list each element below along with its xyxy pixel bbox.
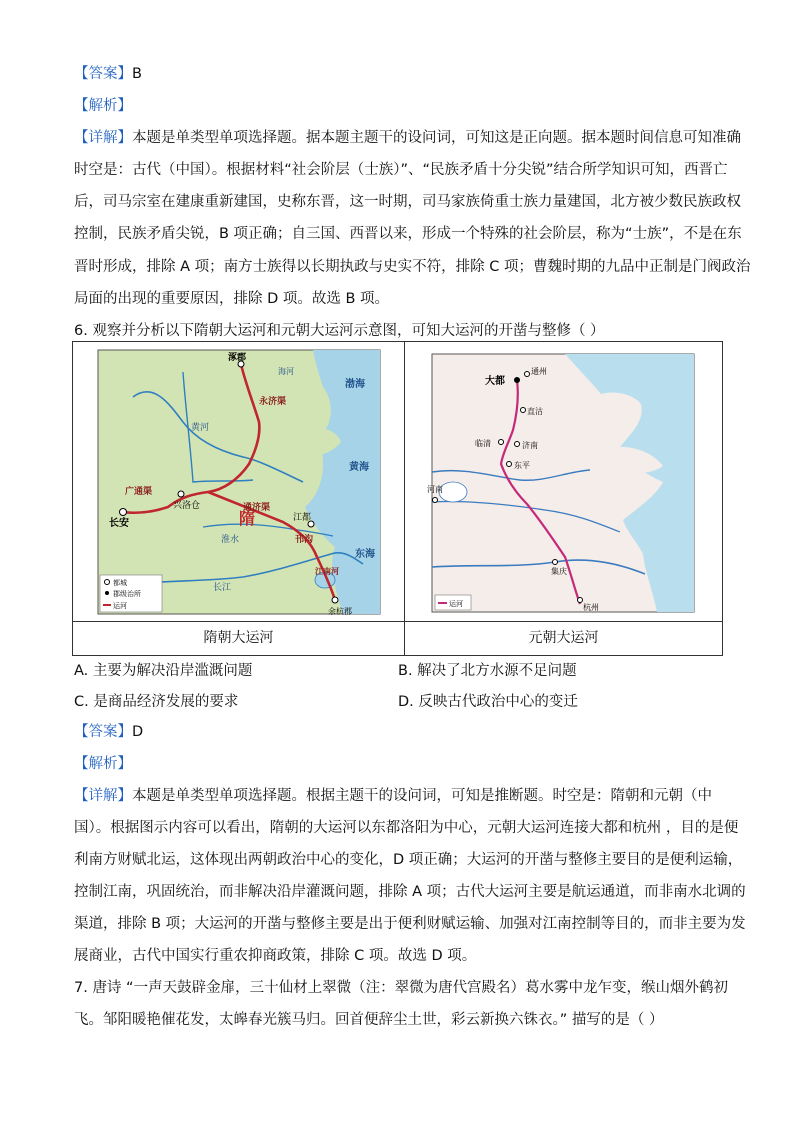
legend-item: 运河 xyxy=(449,600,463,608)
option-b: B. 解决了北方水源不足问题 xyxy=(398,663,577,679)
dynasty-label: 隋 xyxy=(239,509,256,528)
q6-analysis-tag xyxy=(74,754,132,774)
text-line: 本题是单类型单项选择题。据本题主题干的设问词，可知这是正向题。据本题时间信息可知准确 xyxy=(132,130,741,146)
detail-tag: 【详解】 xyxy=(74,788,132,804)
sea-label: 黄海 xyxy=(349,462,369,473)
yuan-caption: 元朝大运河 xyxy=(405,621,722,655)
place-label: 长安 xyxy=(109,518,129,529)
canal-label: 广通渠 xyxy=(125,487,153,497)
yuan-canal-map xyxy=(405,342,722,621)
q5-detail-line-5: 局面的出现的重要原因，排除 D 项。故选 B 项。 xyxy=(74,291,390,307)
q6-detail-line-4: 渠道，排除 B 项；大运河的开凿与整修主要是出于便利财赋运输、加强对江南控制等目的，而非主要为发 xyxy=(74,916,746,932)
detail-tag: 【详解】 xyxy=(74,130,132,146)
answer-value: B xyxy=(132,66,142,82)
sui-map xyxy=(73,342,404,621)
q5-detail-line-0 xyxy=(74,128,741,148)
legend-item: 郡级治所 xyxy=(113,590,141,598)
river-label: 黄河 xyxy=(191,423,210,433)
q6-detail-line-0 xyxy=(74,786,712,806)
q5-detail-line-1: 时空是：古代（中国）。根据材料“社会阶层（士族）”、“民族矛盾十分尖锐”结合所学知识可知，西晋亡 xyxy=(74,162,728,178)
answer-tag: 【答案】 xyxy=(74,724,132,740)
yuan-map-cell xyxy=(405,342,723,656)
option-c: C. 是商品经济发展的要求 xyxy=(74,694,239,710)
legend-item: 运河 xyxy=(113,602,127,610)
map-table xyxy=(72,341,723,656)
sea-label: 东海 xyxy=(355,549,375,560)
analysis-tag: 【解析】 xyxy=(74,756,132,772)
place-label: 江都 xyxy=(293,513,312,523)
q5-detail-line-2: 后，司马宗室在建康重新建国，史称东晋，这一时期，司马家族倚重士族力量建国，北方被少数民族政权 xyxy=(74,194,741,210)
place-label: 通州 xyxy=(531,367,547,376)
q6-detail-line-2: 利南方财赋北运，这体现出两朝政治中心的变化，D 项正确；大运河的开凿与整修主要目的是便利运输， xyxy=(74,852,743,868)
answer-tag: 【答案】 xyxy=(74,66,132,82)
sui-caption: 隋朝大运河 xyxy=(73,621,404,655)
legend-item: 都城 xyxy=(113,579,127,587)
q5-answer xyxy=(74,64,142,84)
q6-detail-line-3: 控制江南，巩固统治，而非解决沿岸灌溉问题，排除 A 项；古代大运河主要是航运通道，而非南水北调的 xyxy=(74,884,746,900)
place-label: 涿郡 xyxy=(228,353,247,363)
q6-stem: 6. 观察并分析以下隋朝大运河和元朝大运河示意图，可知大运河的开凿与整修（ ） xyxy=(74,323,605,339)
canal-label: 永济渠 xyxy=(259,397,287,407)
text-line: 本题是单类型单项选择题。根据主题干的设问词，可知是推断题。时空是：隋朝和元朝（中 xyxy=(132,788,712,804)
option-a: A. 主要为解决沿岸滥溉问题 xyxy=(74,663,253,679)
place-label: 直沽 xyxy=(527,407,543,416)
place-label: 临清 xyxy=(475,439,491,448)
canal-label: 通济渠 xyxy=(243,503,271,513)
sui-canal-map xyxy=(73,342,404,621)
canal-label: 江南河 xyxy=(315,567,339,576)
analysis-tag: 【解析】 xyxy=(74,98,132,114)
place-label: 东平 xyxy=(514,461,530,470)
q6-answer xyxy=(74,722,143,742)
river-label: 长江 xyxy=(213,583,232,593)
q7-line-0: 7. 唐诗 “一声天鼓辟金扉，三十仙材上翠微（注：翠微为唐代宫殿名）葛水雾中龙乍变，缑山烟外鹤初 xyxy=(74,980,729,996)
q7-line-1: 飞。邹阳暖艳催花发，太皞春光簇马归。回首便辞尘土世，彩云新换六铢衣。” 描写的是（ ） xyxy=(74,1012,664,1028)
place-label: 河南 xyxy=(427,485,443,494)
river-label: 海河 xyxy=(278,367,294,376)
q6-detail-line-5: 展商业，古代中国实行重农抑商政策，排除 C 项。故选 D 项。 xyxy=(74,948,477,964)
place-label: 余杭郡 xyxy=(328,607,352,616)
option-d: D. 反映古代政治中心的变迁 xyxy=(398,694,578,710)
q5-analysis-tag xyxy=(74,96,132,116)
place-label: 杭州 xyxy=(583,603,599,612)
q6-detail-line-1: 国）。根据图示内容可以看出，隋朝的大运河以东都洛阳为中心，元朝大运河连接大都和杭州 ，目的是便 xyxy=(74,820,739,836)
place-label: 集庆 xyxy=(551,567,567,576)
sui-map-cell xyxy=(73,342,405,656)
place-label: 兴洛仓 xyxy=(173,501,201,511)
q5-detail-line-3: 控制，民族矛盾尖锐，B 项正确；自三国、西晋以来，形成一个特殊的社会阶层，称为“士族”，不是在东 xyxy=(74,226,742,242)
place-label: 济南 xyxy=(522,441,538,450)
answer-value: D xyxy=(132,724,144,740)
place-label: 大都 xyxy=(485,376,505,387)
yuan-map xyxy=(405,342,722,621)
river-label: 淮水 xyxy=(221,535,240,545)
sea-label: 渤海 xyxy=(345,379,365,390)
q5-detail-line-4: 晋时形成，排除 A 项；南方士族得以长期执政与史实不符，排除 C 项；曹魏时期的九品中正制是门阀政治 xyxy=(74,259,751,275)
canal-label: 邗沟 xyxy=(295,535,314,545)
